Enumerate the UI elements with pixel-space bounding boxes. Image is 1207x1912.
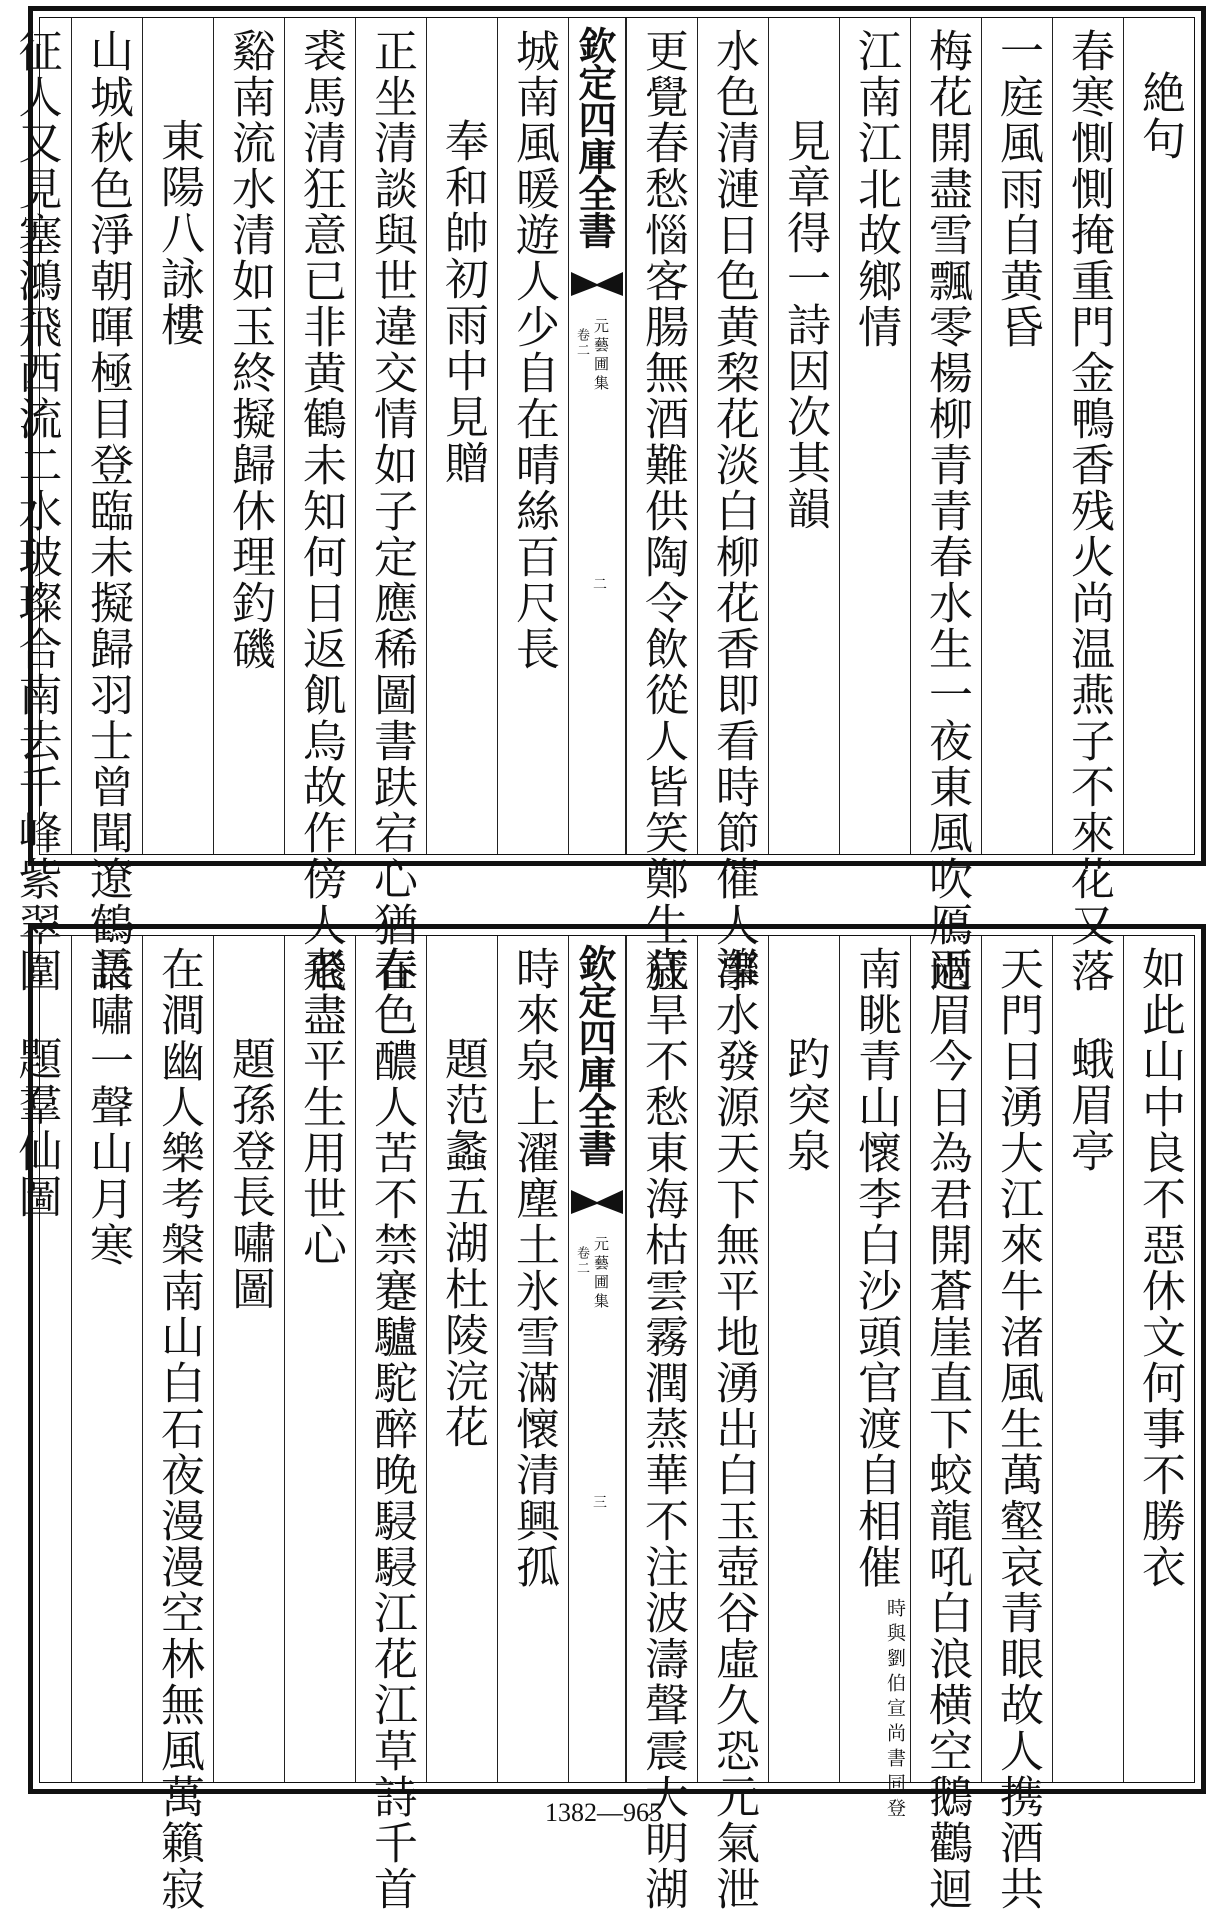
text-column bbox=[213, 18, 284, 854]
center-book-title: 元藝圃集 bbox=[592, 318, 610, 394]
center-fold-column bbox=[568, 18, 626, 854]
center-fold-column bbox=[568, 936, 626, 1782]
text-column bbox=[910, 936, 981, 1912]
poem-line: 水色清漣日色黄棃花淡白柳花香即看時節催人事 bbox=[708, 28, 759, 994]
text-column bbox=[355, 936, 426, 1912]
text-column bbox=[1123, 936, 1194, 1782]
text-column bbox=[426, 936, 497, 1782]
center-volume: 卷二 bbox=[574, 328, 589, 358]
text-column bbox=[910, 18, 981, 994]
text-column bbox=[213, 936, 284, 1782]
text-column bbox=[497, 936, 568, 1782]
page-half-top bbox=[10, 6, 1206, 994]
center-leaf-number: 二 bbox=[593, 577, 607, 593]
text-column bbox=[71, 18, 142, 994]
text-column bbox=[1123, 18, 1194, 854]
text-column bbox=[768, 18, 839, 854]
fish-tail-mark-icon bbox=[571, 1188, 623, 1216]
poem-line: 更覺春愁惱客腸無酒難供陶令飲從人皆笑鄭生狂 bbox=[637, 28, 688, 994]
text-column bbox=[0, 18, 71, 994]
text-column bbox=[839, 936, 910, 1823]
interlinear-note: 時與劉伯宣尚書同登 bbox=[884, 1598, 906, 1823]
poem-line: 山城秋色淨朝暉極目登臨未擬歸羽士曾聞遼鶴語 bbox=[82, 28, 133, 994]
poem-line: 城南風暖遊人少自在晴絲百尺長 bbox=[508, 28, 559, 672]
fish-tail-mark-icon bbox=[571, 270, 623, 298]
poem-line: 如此山中良不惡休文何事不勝衣 bbox=[1134, 946, 1185, 1590]
text-column bbox=[768, 936, 839, 1782]
text-column bbox=[426, 18, 497, 854]
poem-line: 在澗幽人樂考槃南山白石夜漫漫空林無風萬籟寂 bbox=[153, 946, 204, 1912]
poem-title: 絶句 bbox=[1134, 70, 1185, 162]
text-column bbox=[142, 18, 213, 854]
poem-line: 兩眉今日為君開蒼崖直下蛟龍吼白浪横空鵝鸛迴 bbox=[921, 946, 972, 1912]
poem-title: 奉和帥初雨中見贈 bbox=[437, 118, 488, 486]
text-column bbox=[142, 936, 213, 1912]
poem-line: 濼水發源天下無平地湧出白玉壺谷虛久恐元氣泄 bbox=[708, 946, 759, 1912]
poem-line: 春寒惻惻掩重門金鴨香残火尚温燕子不來花又落 bbox=[1063, 28, 1114, 994]
poem-line: 梅花開盡雪飄零楊柳青青春水生一夜東風吹鴈過 bbox=[921, 28, 972, 994]
poem-line: 裘馬清狂意已非黄鶴未知何日返飢烏故作傍人飛 bbox=[295, 28, 346, 994]
text-column bbox=[71, 936, 142, 1782]
text-column bbox=[626, 936, 697, 1912]
poem-line: 谿南流水清如玉終擬歸休理釣磯 bbox=[224, 28, 275, 672]
text-column bbox=[497, 18, 568, 854]
text-frame-top bbox=[10, 17, 1195, 994]
poem-title: 東陽八詠樓 bbox=[153, 118, 204, 348]
center-leaf-number: 三 bbox=[593, 1495, 607, 1511]
text-column bbox=[981, 936, 1052, 1912]
poem-line: 老盡平生用世心 bbox=[295, 946, 346, 1268]
text-column bbox=[0, 936, 71, 1782]
poem-line: 正坐清談與世違交情如子定應稀圖書趺宕心猶在 bbox=[366, 28, 417, 994]
poem-line: 天門日湧大江來牛渚風生萬壑哀青眼故人携酒共 bbox=[992, 946, 1043, 1912]
poem-line: 歳旱不愁東海枯雲霧潤蒸華不注波濤聲震大明湖 bbox=[637, 946, 688, 1912]
text-column bbox=[1052, 936, 1123, 1782]
poem-line: 南眺青山懷李白沙頭官渡自相催 bbox=[850, 946, 901, 1590]
text-column bbox=[626, 18, 697, 994]
center-title: 欽定四庫全書 bbox=[572, 944, 617, 1166]
poem-title: 趵突泉 bbox=[779, 1036, 830, 1174]
text-column bbox=[697, 18, 768, 994]
poem-line: 春色醲人苦不禁蹇驢駝醉晚駸駸江花江草詩千首 bbox=[366, 946, 417, 1912]
poem-line: 征人又見塞鴻飛西流二水玻璨合南去千峰紫翠圍 bbox=[10, 28, 62, 994]
text-column bbox=[355, 18, 426, 994]
poem-line: 一庭風雨自黄昏 bbox=[992, 28, 1043, 350]
text-column bbox=[839, 18, 910, 854]
text-column bbox=[981, 18, 1052, 854]
page-number: 1382—965 bbox=[545, 1798, 662, 1827]
poem-title: 蛾眉亭 bbox=[1063, 1036, 1114, 1174]
poem-line: 時來泉上濯塵土氷雪滿懷清興孤 bbox=[508, 946, 559, 1590]
poem-line: 長嘯一聲山月寒 bbox=[82, 946, 133, 1268]
center-book-title: 元藝圃集 bbox=[592, 1236, 610, 1312]
poem-title: 題范蠡五湖杜陵浣花 bbox=[437, 1036, 488, 1450]
poem-title: 見章得一詩因次其韻 bbox=[779, 118, 830, 532]
text-column bbox=[284, 18, 355, 994]
center-title: 欽定四庫全書 bbox=[572, 26, 617, 248]
poem-line: 江南江北故鄉情 bbox=[850, 28, 901, 350]
poem-title: 題羣仙圖 bbox=[10, 1036, 62, 1220]
text-column bbox=[697, 936, 768, 1912]
poem-title: 題孫登長嘯圖 bbox=[224, 1036, 275, 1312]
text-column bbox=[1052, 18, 1123, 994]
text-column bbox=[284, 936, 355, 1782]
center-volume: 卷二 bbox=[574, 1246, 589, 1276]
